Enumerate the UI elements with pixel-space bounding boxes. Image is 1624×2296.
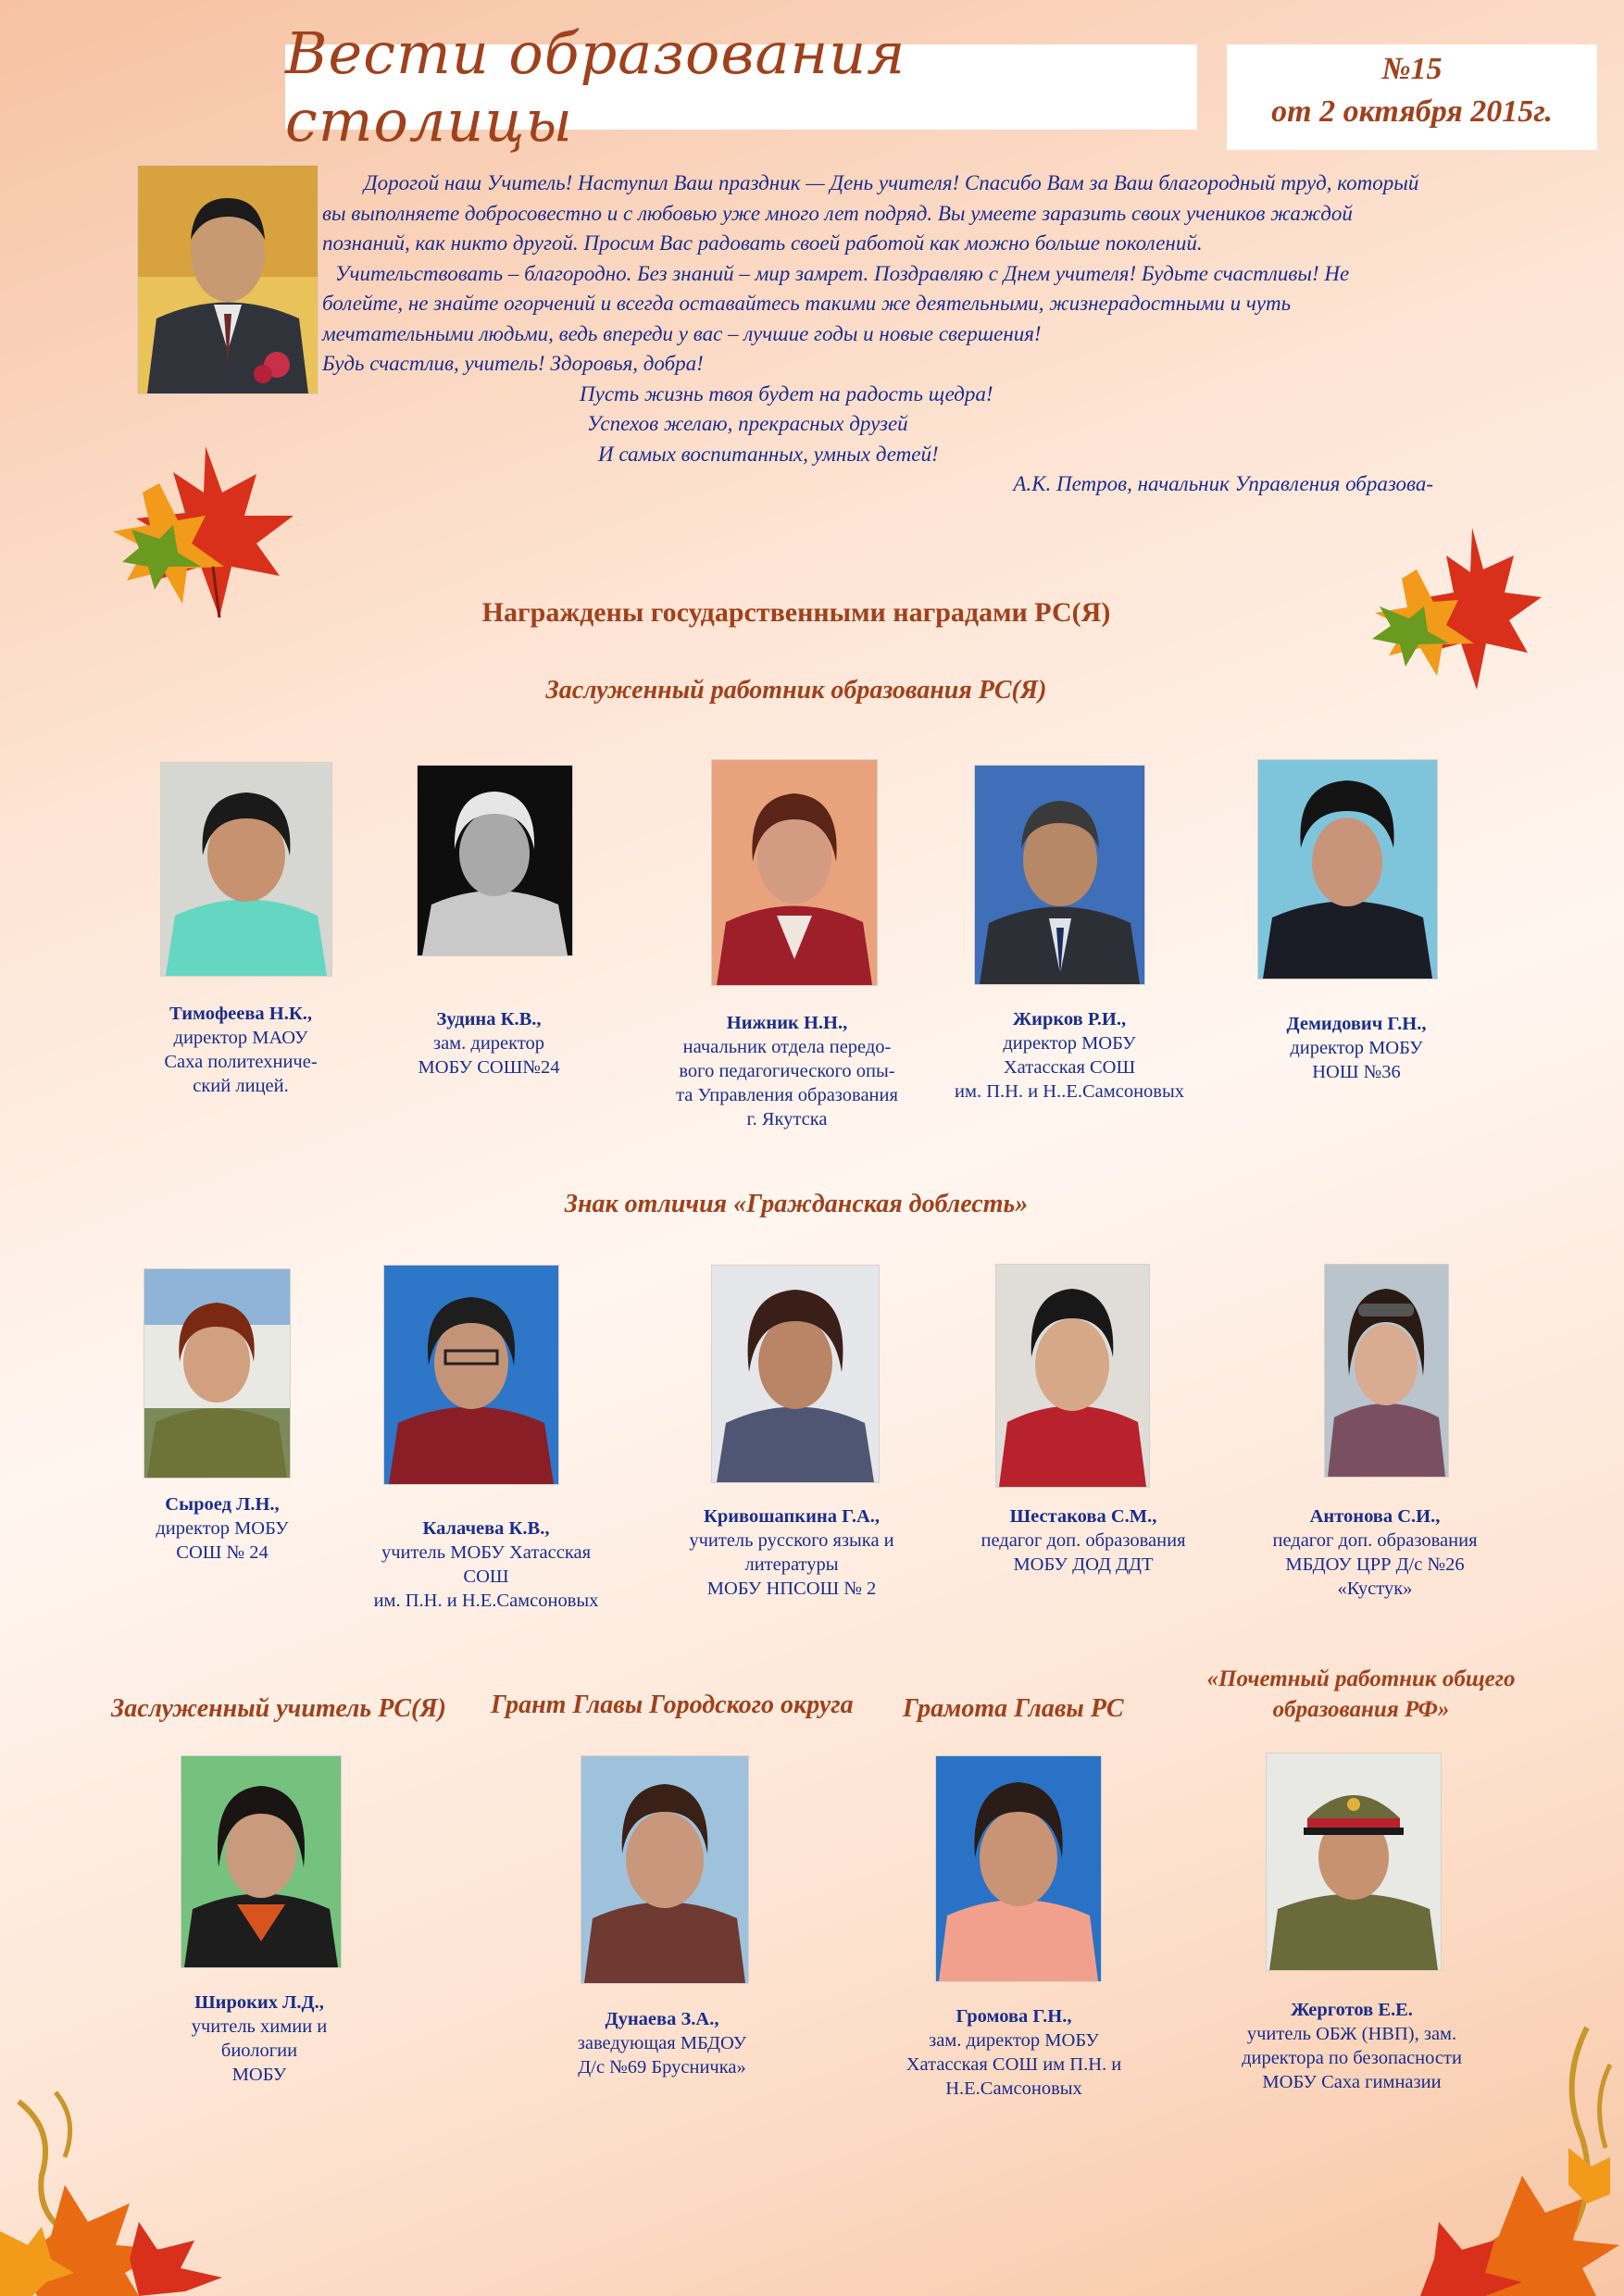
- person-caption: [537, 2007, 787, 2079]
- section1-heading: Заслуженный работник образования РС(Я): [545, 676, 1047, 705]
- person-position: учитель МОБУ Хатасская: [381, 1542, 592, 1563]
- person-position: МОБУ Саха гимназии: [1262, 2072, 1442, 2092]
- person-position: им. П.Н. и Н.Е.Самсоновых: [373, 1591, 599, 1611]
- issue-info: [1227, 44, 1597, 150]
- person-caption: [954, 1504, 1213, 1577]
- person-caption: [1208, 1998, 1495, 2094]
- person-name: Громова Г.Н.,: [956, 2006, 1072, 2027]
- person-position: та Управления образования: [676, 1085, 898, 1105]
- person-caption: [378, 1007, 600, 1079]
- portrait-photo: [181, 1755, 342, 1968]
- person-position: МОБУ СОШ№24: [418, 1057, 560, 1078]
- poem-line-2: Пусть жизнь твоя будет на радость щедра!: [580, 381, 993, 406]
- maple-leaf-icon: [104, 428, 317, 636]
- person-position: директора по безопасности: [1242, 2048, 1462, 2068]
- person-position: Хатасская СОШ: [1003, 1057, 1136, 1078]
- portrait-photo: [1257, 759, 1438, 980]
- portrait-photo: [581, 1755, 749, 1984]
- person-position: г. Якутска: [746, 1109, 828, 1129]
- portrait-photo: [383, 1265, 559, 1485]
- letter-signature: А.К. Петров, начальник Управления образова-: [1013, 472, 1433, 495]
- poem-line-1: Будь счастлив, учитель! Здоровья, добра!: [322, 352, 704, 375]
- person-position: МОБУ: [231, 2065, 287, 2085]
- section3-heading-honorary-worker-2: образования РФ»: [1272, 1697, 1450, 1722]
- person-position: ский лицей.: [193, 1076, 289, 1096]
- issue-date: от 2 октября 2015г.: [1271, 94, 1553, 129]
- person-position: Хатасская СОШ им П.Н. и: [906, 2054, 1122, 2075]
- awards-heading: Награждены государственными наградами РС(Я): [481, 597, 1111, 628]
- person-position: директор МОБУ: [1003, 1033, 1136, 1054]
- person-position: им. П.Н. и Н..Е.Самсоновых: [955, 1081, 1184, 1102]
- person-position: МОБУ НПСОШ № 2: [706, 1578, 877, 1599]
- person-caption: [648, 1011, 926, 1131]
- person-position: педагог доп. образования: [1272, 1530, 1478, 1551]
- person-name: Жирков Р.И.,: [1012, 1009, 1127, 1029]
- person-name: Тимофеева Н.К.,: [169, 1004, 312, 1024]
- portrait-photo: [711, 1265, 880, 1483]
- person-position: директор МОБУ: [1290, 1038, 1423, 1058]
- person-caption: [343, 1516, 630, 1613]
- person-caption: [1245, 1504, 1505, 1601]
- letter-paragraph-2: Учительствовать – благородно. Без знаний – мир замрет. Поздравляю с Днем учителя! Будьте счастливы! Не болейте, не знайте огорчений и всегда оставайтесь такими же деятельными, жизнерадостными и чуть мечтательными людьми, ведь впереди у вас – лучшие годы и новые свершения!: [322, 261, 1350, 345]
- greeting-letter: [322, 168, 1433, 500]
- portrait-photo: [160, 762, 332, 977]
- portrait-photo: [1324, 1264, 1449, 1478]
- person-position: МОБУ ДОД ДДТ: [1013, 1554, 1154, 1575]
- person-name: Зудина К.В.,: [436, 1009, 542, 1029]
- newspaper-title: Вести образования столицы: [285, 19, 906, 155]
- person-position: заведующая МБДОУ: [577, 2033, 747, 2053]
- person-caption: [130, 1002, 352, 1098]
- poem-line-4: И самых воспитанных, умных детей!: [598, 442, 939, 466]
- person-position: директор МАОУ: [173, 1028, 308, 1048]
- person-name: Антонова С.И.,: [1309, 1506, 1441, 1527]
- poem-line-3: Успехов желаю, прекрасных друзей: [587, 412, 908, 435]
- person-position: педагог доп. образования: [981, 1530, 1186, 1551]
- person-position: директор МОБУ: [156, 1518, 289, 1539]
- section3-heading-honorary-worker-1: «Почетный работник общего: [1206, 1666, 1516, 1691]
- person-position: Саха политехниче-: [164, 1052, 318, 1072]
- portrait-photo: [1266, 1753, 1442, 1971]
- person-name: Демидович Г.Н.,: [1286, 1014, 1427, 1034]
- person-name: Шестакова С.М.,: [1009, 1506, 1157, 1527]
- person-position: вого педагогического опы-: [679, 1061, 895, 1081]
- letter-paragraph-1: Дорогой наш Учитель! Наступил Ваш праздник — День учителя! Спасибо Вам за Ваш благородный труд, который вы выполняете добросовестно и с любовью уже много лет подряд. Вы умеете заразить своих учеников жаждой познаний, как никто другой. Просим Вас радовать своей работой как можно больше поколений.: [322, 171, 1419, 255]
- person-position: зам. директор МОБУ: [929, 2030, 1099, 2051]
- person-position: Д/с №69 Брусничка»: [578, 2057, 746, 2078]
- person-position: зам. директор: [432, 1033, 545, 1054]
- portrait-photo: [711, 759, 878, 986]
- person-position: НОШ №36: [1312, 1062, 1401, 1082]
- person-name: Сыроед Л.Н.,: [165, 1494, 280, 1515]
- person-position: Н.Е.Самсоновых: [945, 2078, 1082, 2099]
- person-name: Калачева К.В.,: [422, 1518, 550, 1539]
- person-position: учитель русского языка и: [689, 1530, 894, 1551]
- person-position: учитель химии и: [191, 2016, 328, 2037]
- person-position: МБДОУ ЦРР Д/с №26: [1285, 1554, 1465, 1575]
- portrait-photo: [144, 1268, 291, 1479]
- portrait-photo: [974, 765, 1145, 985]
- person-position: начальник отдела передо-: [682, 1037, 892, 1057]
- maple-leaf-icon: [1361, 518, 1546, 704]
- person-caption: [931, 1007, 1208, 1104]
- person-position: «Кустук»: [1337, 1578, 1413, 1599]
- person-position: учитель ОБЖ (НВП), зам.: [1246, 2024, 1457, 2044]
- person-name: Жерготов Е.Е.: [1291, 2000, 1413, 2020]
- person-name: Широких Л.Д.,: [194, 1992, 324, 2013]
- head-portrait-photo: [137, 165, 319, 394]
- section3-heading-certificate: Грамота Главы РС: [903, 1694, 1124, 1723]
- person-name: Нижник Н.Н.,: [726, 1013, 848, 1033]
- person-caption: [111, 1492, 333, 1565]
- section3-heading-honored-teacher: Заслуженный учитель РС(Я): [111, 1694, 446, 1723]
- person-position: СОШ: [463, 1566, 509, 1587]
- issue-number: №15: [1381, 52, 1443, 86]
- person-position: биологии: [220, 2040, 298, 2061]
- person-position: литературы: [744, 1554, 839, 1575]
- section3-heading-grant: Грант Главы Городского округа: [491, 1691, 854, 1719]
- person-caption: [880, 2004, 1148, 2101]
- person-name: Дунаева З.А.,: [605, 2009, 719, 2029]
- person-caption: [148, 1990, 370, 2087]
- person-caption: [1245, 1012, 1468, 1084]
- portrait-photo: [417, 765, 573, 956]
- portrait-photo: [935, 1755, 1102, 1982]
- person-name: Кривошапкина Г.А.,: [703, 1506, 881, 1527]
- maple-leaf-icon: [0, 2074, 241, 2296]
- portrait-photo: [995, 1264, 1150, 1488]
- masthead: [285, 19, 1197, 155]
- person-position: СОШ № 24: [176, 1542, 269, 1563]
- section2-heading: Знак отличия «Гражданская доблесть»: [564, 1190, 1029, 1218]
- person-caption: [657, 1504, 926, 1601]
